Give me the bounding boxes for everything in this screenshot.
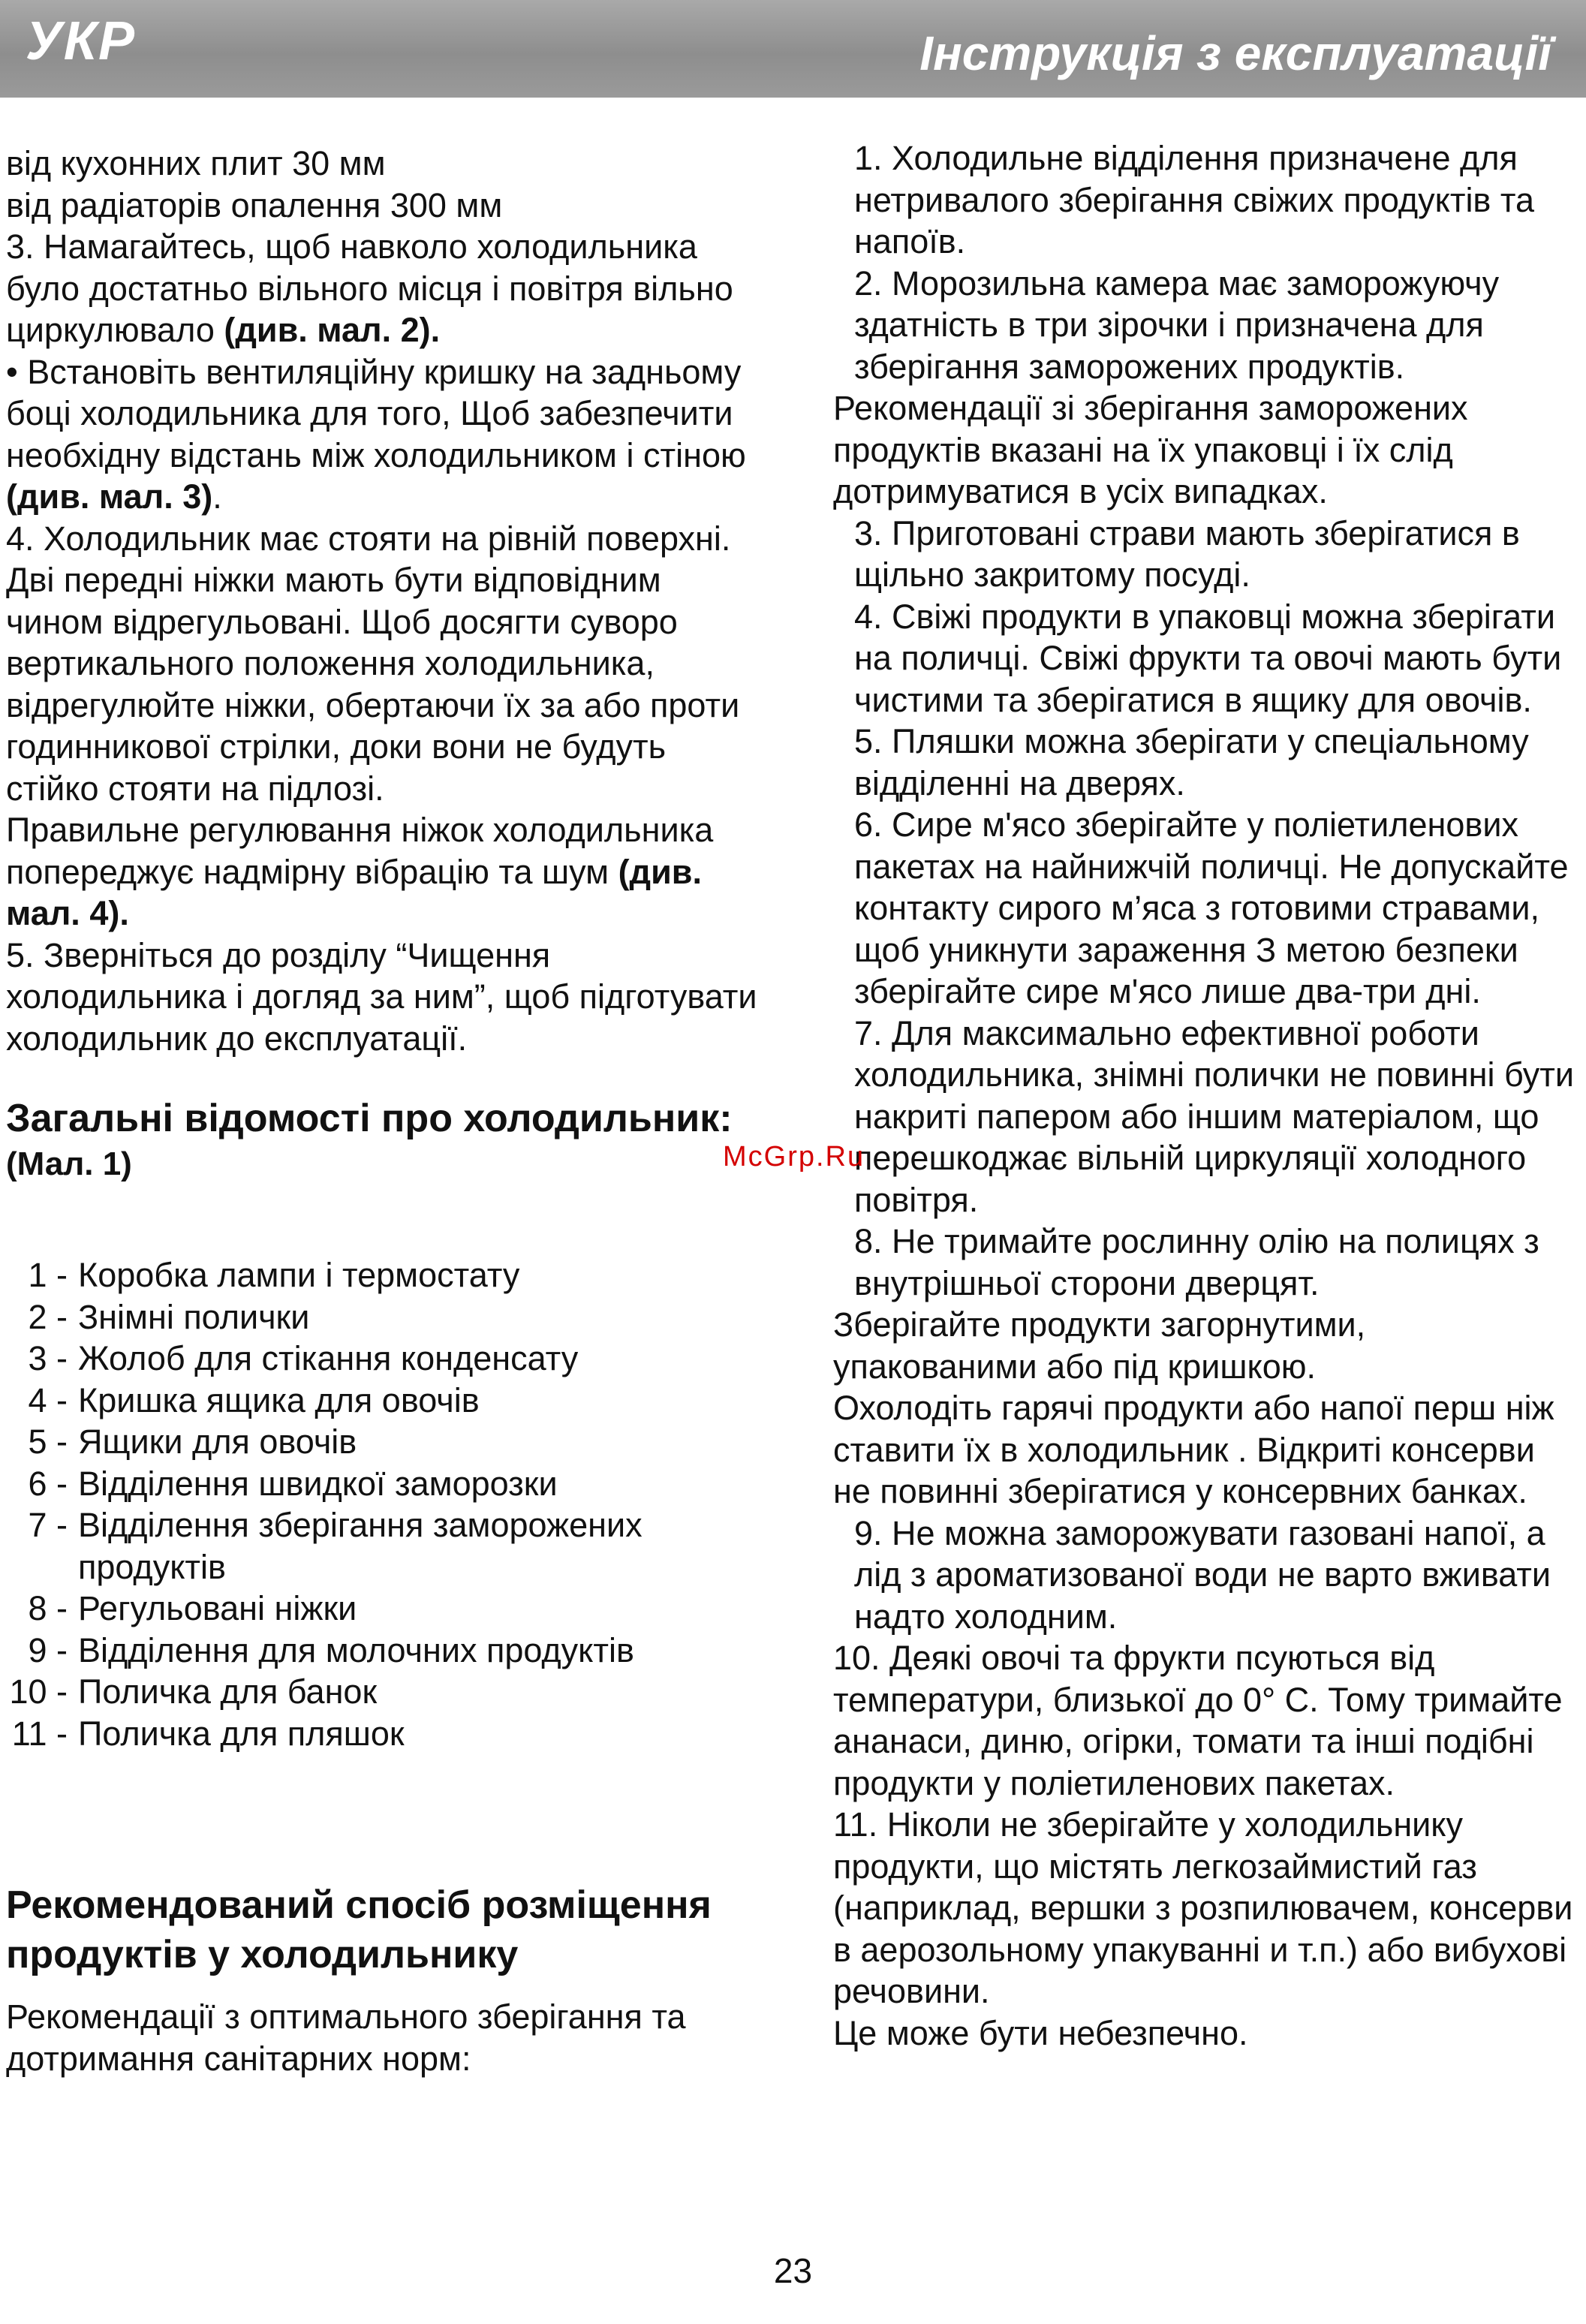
- list-item-text: Регульовані ніжки: [78, 1589, 357, 1627]
- paragraph: 7. Для максимально ефективної роботи холодильника, знімні полички не повинні бути накриті папером або іншим матеріалом, що перешкоджає вільній циркуляції холодного повітря.: [854, 1013, 1575, 1219]
- paragraph: Охолодіть гарячі продукти або напої перш ніж ставити їх в холодильник . Відкриті консерви не повинні зберігатися у консервних банках.: [833, 1389, 1554, 1510]
- paragraph: Рекомендації зі зберігання заморожених продуктів вказані на їх упаковці і їх слід дотримуватися в усіх випадках.: [833, 389, 1468, 510]
- list-item-text: Відділення швидкої заморозки: [78, 1464, 558, 1503]
- figure-reference: (див. мал. 4).: [6, 852, 702, 932]
- section-subheading: (Мал. 1): [6, 1145, 132, 1182]
- paragraph: від радіаторів опалення 300 мм: [6, 185, 503, 224]
- list-item-text: Поличка для пляшок: [78, 1714, 405, 1753]
- list-item-number: 11 -: [11, 1714, 68, 1753]
- paragraph-text: 3. Намагайтесь, щоб навколо холодильника було достатньо вільного місця і повітря вільно циркулювало: [6, 227, 733, 349]
- list-item-text: Коробка лампи і термостату: [78, 1256, 520, 1294]
- page-number: 23: [773, 2251, 813, 2290]
- list-item-number: 4 -: [28, 1380, 68, 1419]
- list-item-text: Ящики для овочів: [78, 1422, 357, 1461]
- list-item-text: Кришка ящика для овочів: [78, 1380, 480, 1419]
- paragraph: 9. Не можна заморожувати газовані напої, а лід з ароматизованої води не варто вживати надто холодним.: [854, 1513, 1551, 1636]
- paragraph: 5. Зверніться до розділу “Чищення холодильника і догляд за ним”, щоб підготувати холодильник до експлуатації.: [6, 935, 757, 1058]
- list-item-text: Відділення зберігання заморожених продуктів: [78, 1506, 643, 1586]
- list-item-number: 3 -: [28, 1339, 68, 1377]
- list-item: [6, 1463, 764, 1505]
- list-item-number: 9 -: [28, 1630, 68, 1669]
- list-item-number: 10 -: [9, 1672, 68, 1711]
- paragraph: [6, 809, 764, 935]
- parts-list: [6, 1254, 764, 1754]
- paragraph: 4. Холодильник має стояти на рівній поверхні. Дві передні ніжки мають бути відповідним чином відрегульовані. Щоб досягти суворо вертикального положення холодильника, відрегулюйте ніжки, обертаючи їх за або проти годинникової стрілки, доки вони не будуть стійко стояти на підлозі.: [6, 519, 740, 808]
- left-column: [6, 143, 764, 2079]
- list-item: [6, 1421, 764, 1463]
- list-item: [6, 1630, 764, 1672]
- section-heading: Рекомендований спосіб розміщення продуктів у холодильнику: [6, 1883, 712, 1976]
- section-heading: Загальні відомості про холодильник:: [6, 1097, 733, 1140]
- paragraph: 5. Пляшки можна зберігати у спеціальному відділенні на дверях.: [854, 722, 1529, 802]
- right-column: [833, 137, 1576, 2054]
- paragraph: 6. Сире м'ясо зберігайте у поліетиленових пакетах на найнижчій поличці. Не допускайте контакту сирого м’яса з готовими стравами, щоб уникнути зараження З метою безпеки зберігайте сире м'ясо лише два-три дні.: [854, 805, 1569, 1010]
- paragraph-text: .: [212, 477, 222, 516]
- list-item: [6, 1671, 764, 1713]
- paragraph: Зберігайте продукти загорнутими, упакованими або під кришкою.: [833, 1305, 1366, 1386]
- list-item-text: Відділення для молочних продуктів: [78, 1630, 634, 1669]
- paragraph-text: Правильне регулювання ніжок холодильника попереджує надмірну вібрацію та шум: [6, 811, 714, 891]
- paragraph: від кухонних плит 30 мм: [6, 144, 386, 182]
- list-item: [6, 1588, 764, 1630]
- list-item: [6, 1296, 764, 1338]
- list-item-number: 8 -: [28, 1589, 68, 1627]
- paragraph: 10. Деякі овочі та фрукти псуються від температури, близької до 0° С. Тому тримайте ананаси, диню, огірки, томати та інші подібні продукти у поліетиленових пакетах.: [833, 1639, 1563, 1802]
- paragraph: Це може бути небезпечно.: [833, 2013, 1248, 2052]
- list-item: [6, 1254, 764, 1296]
- page-header: [0, 0, 1586, 98]
- paragraph: 2. Морозильна камера має заморожуючу здатність в три зірочки і призначена для зберігання заморожених продуктів.: [854, 263, 1500, 386]
- paragraph: 1. Холодильне відділення призначене для нетривалого зберігання свіжих продуктів та напоїв.: [854, 139, 1534, 260]
- list-item-number: 7 -: [28, 1506, 68, 1544]
- list-item: [6, 1504, 764, 1588]
- header-title: Інструкція з експлуатації: [919, 26, 1551, 80]
- list-item-number: 1 -: [28, 1256, 68, 1294]
- list-item-text: Знімні полички: [78, 1297, 310, 1336]
- list-item-number: 5 -: [28, 1422, 68, 1461]
- paragraph-text: • Встановіть вентиляційну кришку на задньому боці холодильника для того, Щоб забезпечити необхідну відстань між холодильником і стіною: [6, 352, 746, 474]
- paragraph: 11. Ніколи не зберігайте у холодильнику продукти, що містять легкозаймистий газ (наприклад, вершки з розпилювачем, консерви в аерозольному упакуванні и т.п.) або вибухові речовини.: [833, 1805, 1573, 2010]
- list-item-number: 2 -: [28, 1297, 68, 1336]
- figure-reference: (див. мал. 3): [6, 477, 213, 516]
- list-item-number: 6 -: [28, 1464, 68, 1503]
- list-item: [6, 1380, 764, 1422]
- list-item-text: Жолоб для стікання конденсату: [78, 1339, 579, 1377]
- list-item: [6, 1713, 764, 1755]
- paragraph: Рекомендації з оптимального зберігання та дотримання санітарних норм:: [6, 1997, 686, 2078]
- paragraph: 3. Приготовані страви мають зберігатися в щільно закритому посуді.: [854, 513, 1520, 594]
- list-item: [6, 1338, 764, 1380]
- paragraph: 8. Не тримайте рослинну олію на полицях з внутрішньої сторони дверцят.: [854, 1222, 1539, 1302]
- paragraph: 4. Свіжі продукти в упаковці можна зберігати на поличці. Свіжі фрукти та овочі мають бути чистими та зберігатися в ящику для овочів.: [854, 597, 1562, 719]
- paragraph: [6, 226, 764, 351]
- paragraph: [6, 351, 764, 518]
- watermark: McGrp.Ru: [723, 1141, 865, 1173]
- list-item-text: Поличка для банок: [78, 1672, 378, 1711]
- language-label: УКР: [26, 11, 137, 71]
- figure-reference: (див. мал. 2).: [224, 311, 441, 349]
